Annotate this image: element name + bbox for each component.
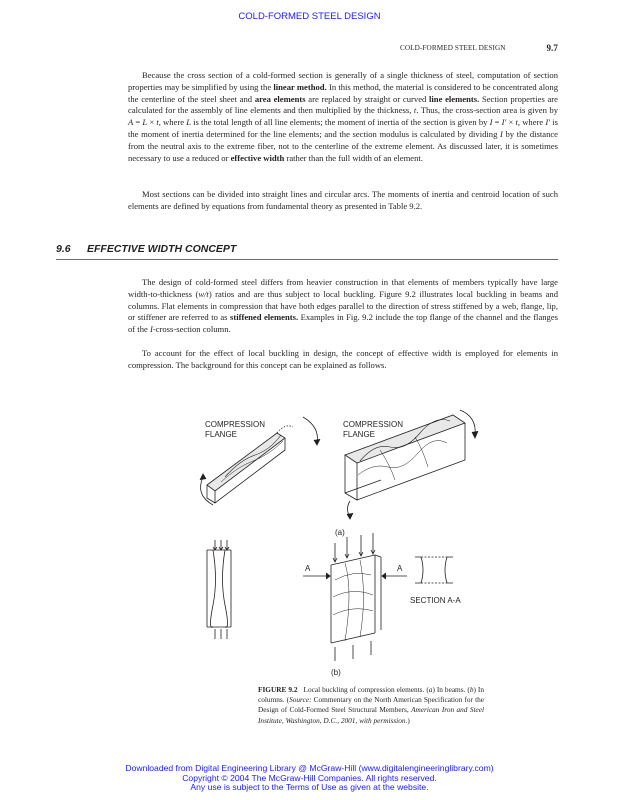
caption-label: FIGURE 9.2: [258, 685, 298, 694]
local-buckling-illustration: [185, 405, 485, 683]
text-run: w/t: [198, 288, 209, 299]
label-compression-flange-right-2: FLANGE: [343, 430, 376, 439]
text-run: =: [133, 117, 143, 128]
text-run: The design of cold-formed steel differs from heavier construction in that elements of members typically have large width-to-thickness (: [128, 277, 558, 299]
text-run: is the total length of all line elements; the moment of inertia of the section is given by: [190, 117, 490, 128]
text-run: linear method.: [273, 81, 327, 92]
figure-9-2: [185, 405, 485, 683]
running-head: [400, 44, 558, 52]
text-run: ×: [506, 117, 516, 128]
text-run: I: [489, 117, 493, 128]
sub-label-a: (a): [335, 528, 345, 537]
text-run: Section properties are calculated for the assembly of line elements and then multiplied by the thickness,: [128, 93, 558, 116]
section-a-a-label: SECTION A-A: [410, 596, 461, 605]
sub-label-b: (b): [331, 668, 341, 677]
text-run: Because the cross section of a cold-formed section is generally of a single thickness of steel, computation of section properties may be simplified by using the: [128, 70, 558, 92]
footer-terms-link[interactable]: Any use is subject to the Terms of Use as given at the website.: [190, 782, 429, 793]
section-arrow-label-left: A: [305, 564, 311, 573]
caption-source-label: Source:: [289, 695, 312, 705]
text-run: I: [500, 128, 503, 139]
text-run: ×: [147, 117, 157, 128]
paragraph-linear-method: [128, 70, 558, 164]
paragraph-effective-width: To account for the effect of local buckling in design, the concept of effective width is employed for elements in compression. The background for this concept can be explained as follows.: [128, 348, 558, 370]
text-run: -cross-section column.: [152, 324, 231, 335]
text-run: In this method, the material is considered to be concentrated along the centerline of the steel sheet and: [128, 81, 559, 104]
text-run: t: [156, 117, 159, 128]
text-run: L: [142, 117, 148, 128]
text-run: L: [186, 117, 191, 128]
text-run: ) ratios and are thus subject to local buckling. Figure 9.2 illustrates local buckling in beams and columns. Flat elements in compression that have both edges parallel to the direction of stress stiffened by a web, flange, lip, or stiffener are referred to as: [128, 288, 558, 323]
text-run: t: [515, 117, 518, 128]
caption-close: ): [407, 715, 410, 725]
caption-b: b: [469, 685, 474, 694]
caption-source: Commentary on the North American Specification for the Design of Cold-Formed Steel Structural Members,: [258, 695, 484, 715]
section-title: EFFECTIVE WIDTH CONCEPT: [87, 243, 237, 255]
caption-a: a: [428, 685, 433, 694]
text-run: , where: [158, 117, 187, 128]
download-footer: [0, 764, 619, 793]
caption-end: ) In columns. (: [258, 685, 484, 705]
i-column-drawing: [207, 540, 231, 639]
footer-download-link[interactable]: Downloaded from Digital Engineering Library @ McGraw-Hill (www.digitalengineeringlibrary.com): [125, 763, 494, 773]
text-run: A: [128, 117, 134, 128]
running-title: COLD-FORMED STEEL DESIGN: [400, 44, 506, 52]
text-run: rather than the full width of an element.: [284, 152, 423, 163]
text-run: is the moment of inertia determined for the line elements; and the section modulus is calculated by dividing: [128, 117, 558, 139]
moment-arrow-left-top: [303, 417, 317, 443]
text-run: line elements.: [429, 93, 480, 104]
section-a-a-drawing: [415, 557, 453, 583]
caption-mid: ) In beams. (: [432, 685, 470, 694]
text-run: are replaced by straight or curved: [305, 93, 430, 104]
text-run: , where: [517, 117, 546, 128]
page-number: 9.7: [546, 43, 558, 53]
label-compression-flange-left-2: FLANGE: [205, 430, 238, 439]
label-compression-flange-right: COMPRESSION: [343, 420, 404, 429]
text-run: I′: [545, 117, 551, 128]
section-heading: [56, 243, 558, 260]
text-run: I: [149, 324, 153, 335]
caption-source-italic: American Iron and Steel Institute, Washington, D.C., 2001, with permission.: [258, 705, 484, 725]
text-run: =: [492, 117, 502, 128]
paragraph-section-division: Most sections can be divided into straight lines and circular arcs. The moments of inertia and centroid location of such elements are defined by equations from fundamental theory as presented in Table 9.2.: [128, 189, 558, 211]
download-banner: COLD-FORMED STEEL DESIGN: [238, 11, 381, 22]
text-run: stiffened elements.: [230, 312, 299, 323]
text-run: I′: [501, 117, 507, 128]
footer-copyright: Copyright © 2004 The McGraw-Hill Companies. All rights reserved.: [182, 772, 437, 783]
stub-column-drawing: [303, 533, 407, 661]
label-compression-flange-left: COMPRESSION: [205, 420, 266, 429]
text-run: effective width: [230, 152, 285, 163]
text-run: area elements: [254, 93, 306, 104]
text-run: by the distance from the neutral axis to the extreme fiber, not to the centerline of the extreme element. As discussed later, it is sometimes necessary to use a reduced or: [128, 128, 558, 163]
text-run: t: [413, 105, 417, 116]
caption-text: Local buckling of compression elements. (: [303, 685, 429, 694]
figure-caption: [258, 685, 484, 726]
section-arrow-label-right: A: [397, 564, 403, 573]
text-run: . Thus, the cross-section area is given by: [416, 105, 558, 116]
paragraph-local-buckling: [128, 277, 558, 336]
section-number: 9.6: [56, 243, 71, 255]
text-run: Examples in Fig. 9.2 include the top flange of the channel and the flanges of the: [128, 312, 559, 335]
